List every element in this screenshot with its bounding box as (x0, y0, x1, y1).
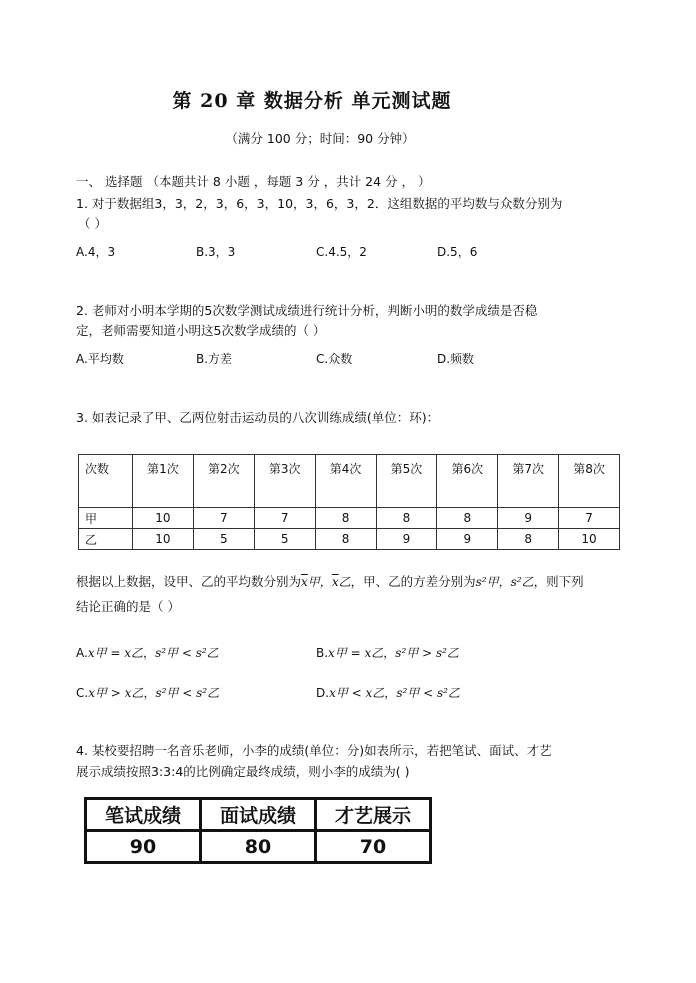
table-row (86, 831, 431, 863)
table-cell: 乙 (79, 529, 133, 550)
q1-option-a: A.4，3 (76, 245, 116, 259)
table-header-cell: 第6次 (437, 455, 498, 508)
q1-option-c: C.4.5，2 (316, 245, 367, 259)
option-label: A. (76, 646, 88, 660)
q2-text-line1: 2. 老师对小明本学期的5次数学测试成绩进行统计分析，判断小明的数学成绩是否稳 (76, 303, 538, 318)
table-cell: 80 (201, 831, 316, 863)
table-cell: 7 (559, 508, 620, 529)
mean-symbols: $\overline{x}$甲，$\overline{x}$乙 (301, 575, 351, 589)
page-title: 第 20 章 数据分析 单元测试题 (172, 90, 452, 112)
q3-option-b: B.x甲 = x乙，s²甲 > s²乙 (316, 646, 459, 660)
option-label: D. (316, 686, 330, 700)
q1-text-line2: （ ） (78, 216, 107, 231)
table-cell: 5 (254, 529, 315, 550)
table-cell: 5 (193, 529, 254, 550)
table-header-cell: 第2次 (193, 455, 254, 508)
table-cell: 7 (254, 508, 315, 529)
option-mean-relation: x甲 > x乙 (88, 686, 144, 700)
table-header-cell: 第5次 (376, 455, 437, 508)
q3-text-part-a: 根据以上数据，设甲、乙的平均数分别为 (76, 574, 302, 589)
table-header-cell: 次数 (79, 455, 133, 508)
q1-option-b: B.3，3 (196, 245, 236, 259)
q3-text-part-b: ，甲、乙的方差分别为 (350, 574, 476, 589)
q4-score-table (84, 797, 432, 864)
table-cell: 8 (498, 529, 559, 550)
table-header-cell: 面试成绩 (201, 799, 316, 831)
option-mean-relation: x甲 < x乙 (329, 686, 385, 700)
table-cell: 8 (437, 508, 498, 529)
table-cell: 10 (559, 529, 620, 550)
q3-text-line3: 结论正确的是（ ） (76, 599, 180, 614)
table-header-cell: 第4次 (315, 455, 376, 508)
table-cell: 9 (437, 529, 498, 550)
table-row (79, 508, 620, 529)
q3-option-c: C.x甲 > x乙，s²甲 < s²乙 (76, 686, 220, 700)
table-header-cell: 才艺展示 (316, 799, 431, 831)
table-cell: 70 (316, 831, 431, 863)
option-mean-relation: x甲 = x乙 (328, 646, 384, 660)
option-variance-relation: s²甲 > s²乙 (395, 646, 459, 660)
q3-text-line2 (76, 572, 584, 590)
q2-option-c: C.众数 (316, 352, 353, 366)
table-header-cell: 笔试成绩 (86, 799, 201, 831)
q2-option-a: A.平均数 (76, 352, 124, 366)
table-cell: 7 (193, 508, 254, 529)
option-mean-relation: x甲 = x乙 (87, 646, 144, 660)
table-cell: 8 (315, 529, 376, 550)
section-heading: 一、 选择题 （本题共计 8 小题 ，每题 3 分 ，共计 24 分 ， ） (76, 174, 431, 189)
option-variance-relation: s²甲 < s²乙 (155, 646, 219, 660)
option-variance-relation: s²甲 < s²乙 (155, 686, 220, 700)
table-row (79, 529, 620, 550)
table-cell: 90 (86, 831, 201, 863)
table-header-cell: 第3次 (254, 455, 315, 508)
option-label: C. (76, 686, 89, 700)
table-cell: 10 (133, 508, 194, 529)
q1-text-line1: 1. 对于数据组3，3，2，3，6，3，10，3，6，3，2．这组数据的平均数与众数分别为 (76, 196, 563, 211)
table-header-cell: 第1次 (133, 455, 194, 508)
q3-option-d: D.x甲 < x乙，s²甲 < s²乙 (316, 686, 460, 700)
table-cell: 甲 (79, 508, 133, 529)
q3-text-part-c: ，则下列 (533, 574, 584, 589)
table-header-cell: 第8次 (559, 455, 620, 508)
page-subtitle: （满分 100 分；时间：90 分钟） (225, 131, 415, 146)
q1-option-d: D.5，6 (437, 245, 478, 259)
q4-text-line1: 4. 某校要招聘一名音乐老师，小李的成绩(单位：分)如表所示，若把笔试、面试、才艺 (76, 743, 552, 758)
table-cell: 8 (376, 508, 437, 529)
q3-score-table (78, 454, 620, 550)
table-header-row (79, 455, 620, 508)
table-cell: 9 (376, 529, 437, 550)
q3-text-line1: 3. 如表记录了甲、乙两位射击运动员的八次训练成绩(单位：环)： (76, 410, 440, 425)
table-cell: 9 (498, 508, 559, 529)
q2-option-d: D.频数 (437, 352, 475, 366)
q2-option-b: B.方差 (196, 352, 233, 366)
table-header-cell: 第7次 (498, 455, 559, 508)
table-header-row (86, 799, 431, 831)
option-variance-relation: s²甲 < s²乙 (396, 686, 460, 700)
q2-text-line2: 定，老师需要知道小明这5次数学成绩的（ ） (76, 323, 326, 338)
table-cell: 10 (133, 529, 194, 550)
q3-option-a: A.x甲 = x乙，s²甲 < s²乙 (76, 646, 219, 660)
q4-text-line2: 展示成绩按照3:3:4的比例确定最终成绩，则小李的成绩为( ) (76, 764, 410, 779)
variance-symbols: s²甲，s²乙 (475, 575, 534, 589)
option-label: B. (316, 646, 329, 660)
table-cell: 8 (315, 508, 376, 529)
